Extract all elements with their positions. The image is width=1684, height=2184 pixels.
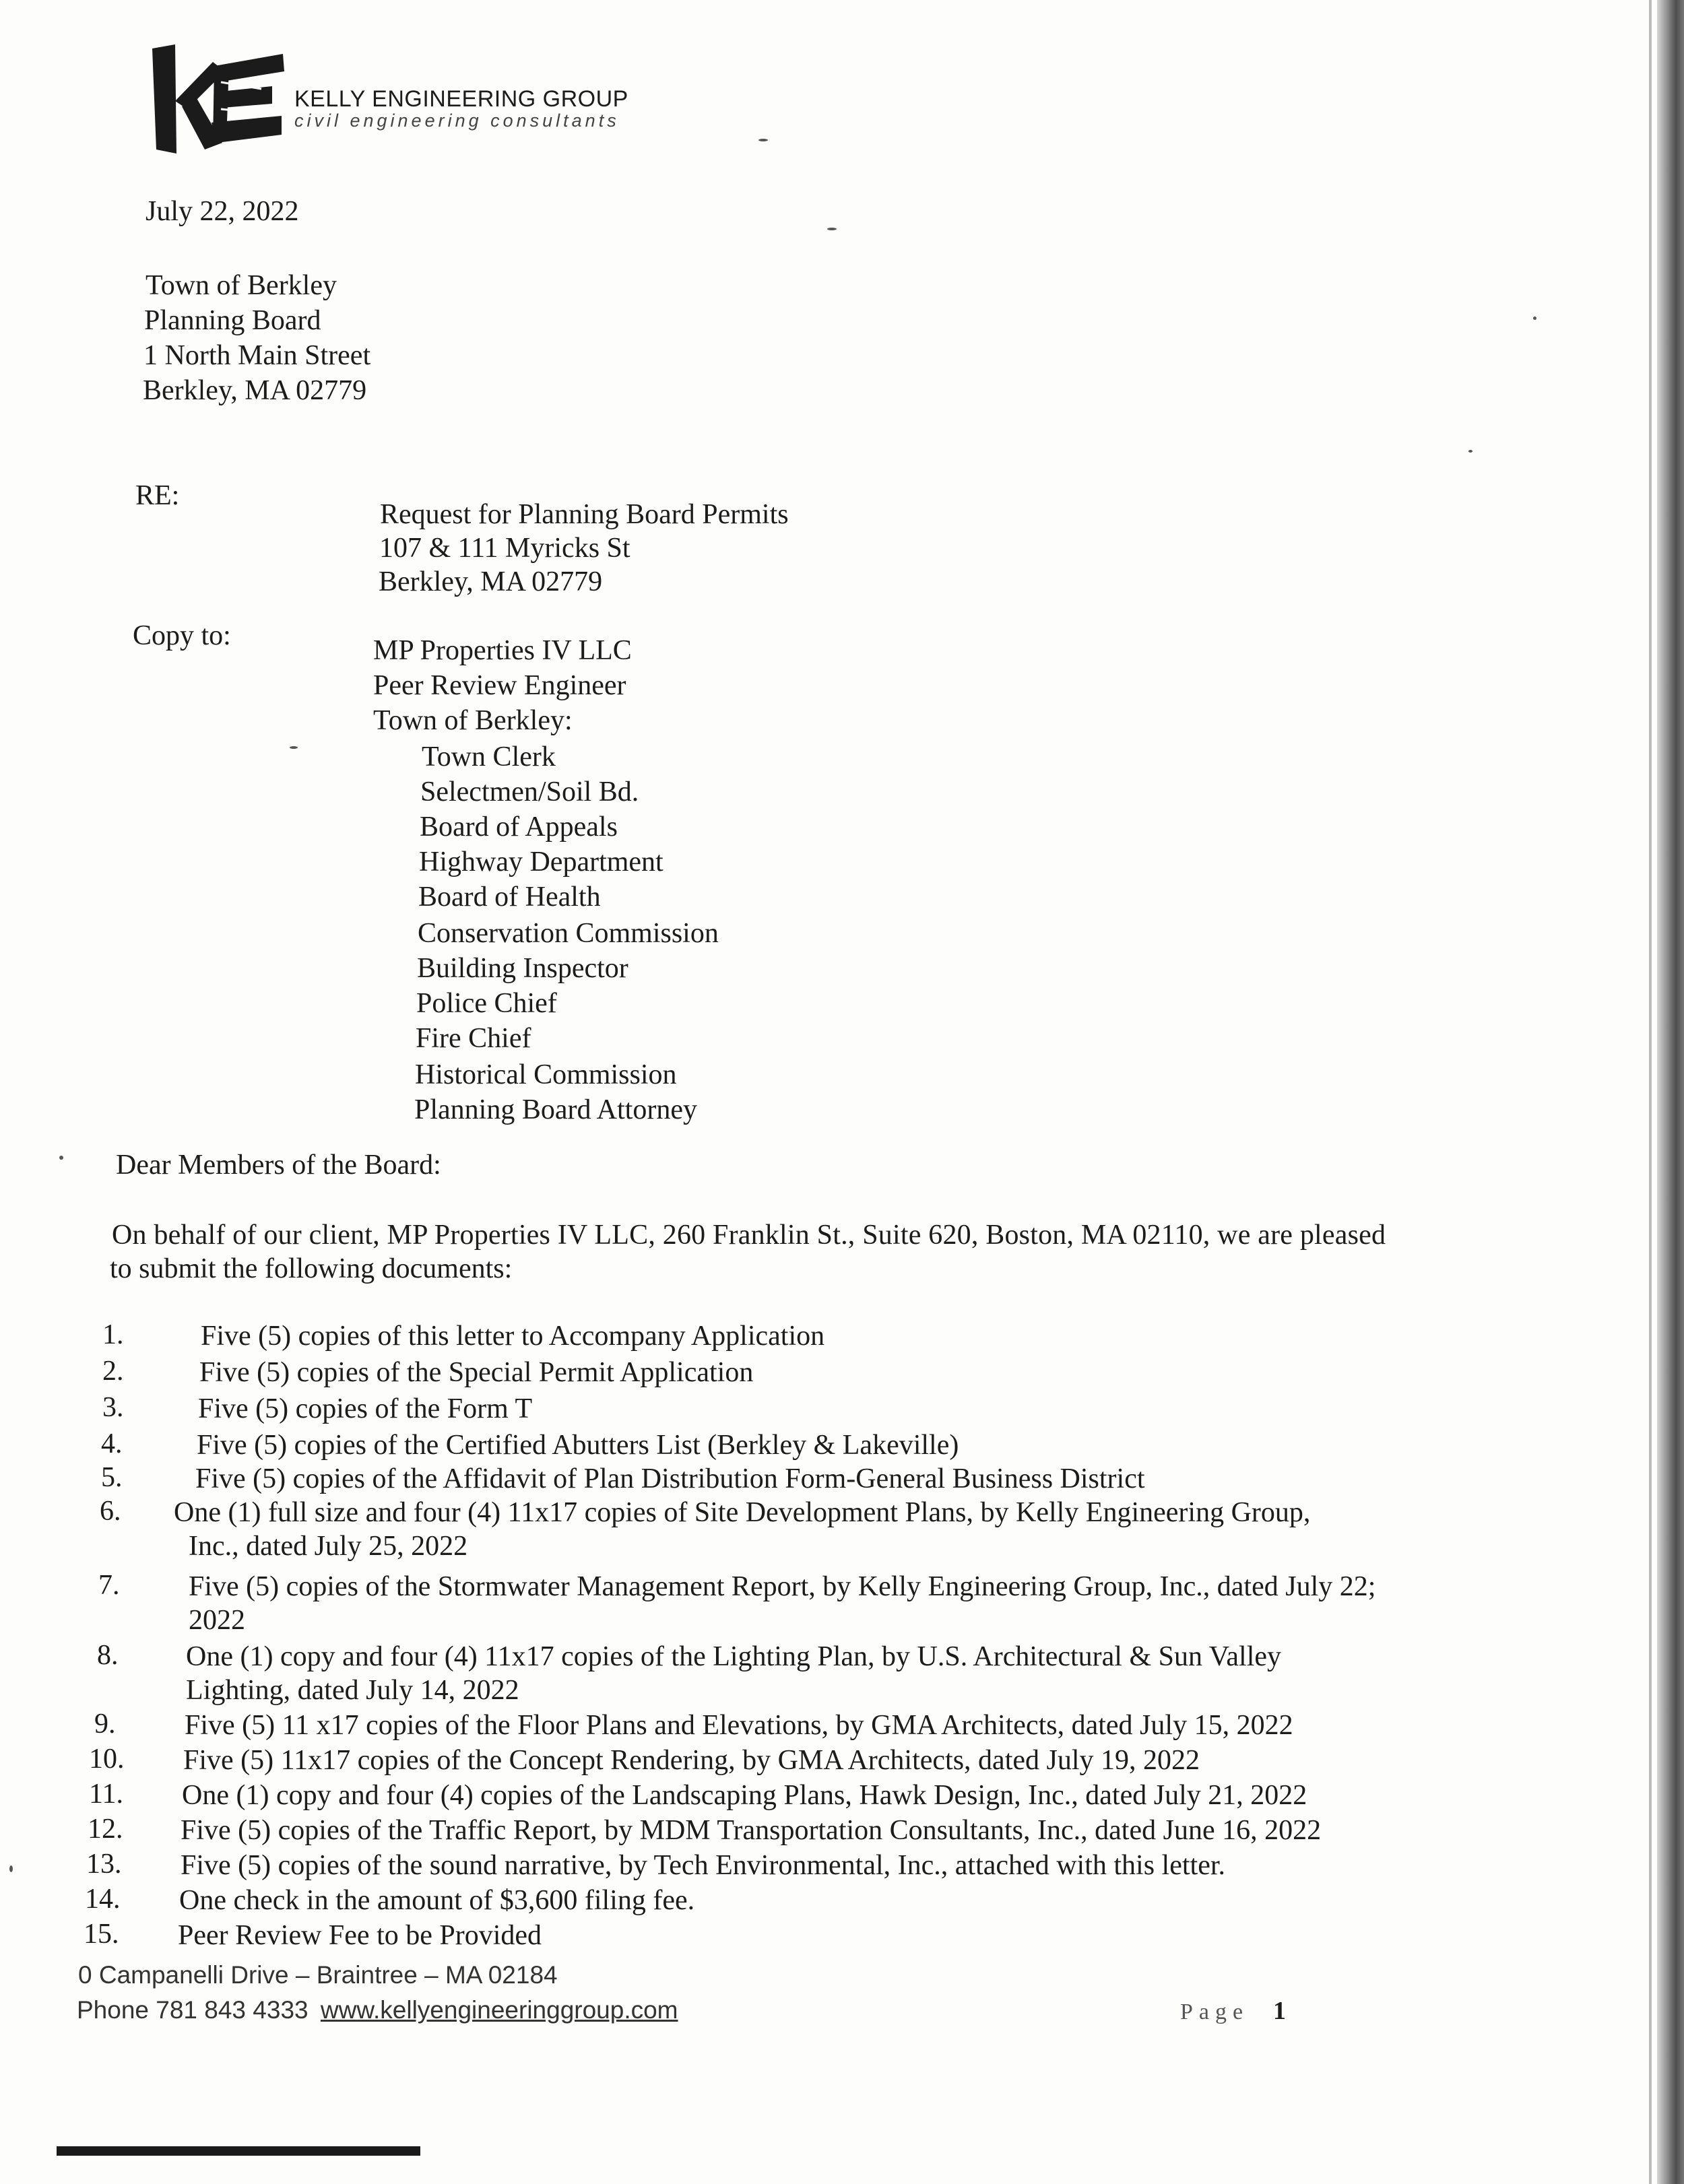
- list-item-text: One check in the amount of $3,600 filing fee.: [179, 1885, 695, 1916]
- recipient-line: Town of Berkley: [145, 270, 337, 301]
- copy-to-town-item: Conservation Commission: [418, 918, 719, 949]
- list-item-number: 3.: [102, 1392, 124, 1423]
- salutation: Dear Members of the Board:: [116, 1150, 441, 1181]
- list-item: [102, 1390, 1517, 1428]
- copy-to-town-item: Historical Commission: [415, 1059, 677, 1090]
- scan-speck: [1533, 317, 1536, 320]
- list-item-number: 2.: [102, 1356, 124, 1387]
- list-item-text: 2022: [189, 1605, 245, 1636]
- list-item-number: 4.: [101, 1428, 123, 1459]
- list-item: [89, 1777, 1503, 1814]
- list-item-text: Five (5) copies of the Stormwater Management Report, by Kelly Engineering Group, Inc., dated July 22;: [189, 1571, 1376, 1602]
- list-item-text: Five (5) 11x17 copies of the Concept Rendering, by GMA Architects, dated July 19, 2022: [183, 1745, 1200, 1776]
- list-item-text: One (1) full size and four (4) 11x17 copies of Site Development Plans, by Kelly Engineering Group,: [174, 1497, 1311, 1528]
- list-item-number: 5.: [101, 1462, 123, 1493]
- list-item: [86, 1847, 1501, 1884]
- footer-address: 0 Campanelli Drive – Braintree – MA 02184: [78, 1961, 558, 1989]
- re-line: 107 & 111 Myricks St: [379, 533, 630, 564]
- copy-to-town-item: Planning Board Attorney: [414, 1094, 697, 1125]
- list-item-number: 7.: [98, 1570, 120, 1601]
- list-item: [102, 1317, 1517, 1355]
- copy-to-label: Copy to:: [133, 620, 231, 651]
- re-label: RE:: [135, 480, 180, 511]
- list-item-number: 9.: [94, 1709, 116, 1740]
- list-item-text: Five (5) copies of the Traffic Report, by MDM Transportation Consultants, Inc., dated June 16, 2022: [181, 1815, 1322, 1846]
- list-item: [101, 1460, 1516, 1498]
- list-item-number: 13.: [86, 1849, 122, 1880]
- scan-speck: [290, 746, 298, 749]
- re-line: Request for Planning Board Permits: [380, 499, 789, 530]
- footer-phone: Phone 781 843 4333: [77, 1996, 309, 2024]
- footer-website-link[interactable]: www.kellyengineeringgroup.com: [320, 1996, 678, 2024]
- scan-edge-line: [1649, 0, 1652, 2184]
- list-item-number: 6.: [100, 1496, 121, 1527]
- list-item-text: Five (5) copies of the sound narrative, by Tech Environmental, Inc., attached with this letter.: [181, 1850, 1226, 1881]
- list-item-text: Five (5) copies of the Affidavit of Plan Distribution Form-General Business District: [195, 1463, 1145, 1494]
- copy-to-line: Peer Review Engineer: [373, 670, 626, 701]
- scan-edge-shadow: [1657, 0, 1684, 2184]
- page-number: 1: [1273, 1997, 1286, 2025]
- copy-to-town-item: Fire Chief: [416, 1023, 531, 1054]
- list-item: [98, 1568, 1513, 1642]
- list-item: [94, 1707, 1509, 1744]
- list-item-text: Peer Review Fee to be Provided: [178, 1920, 542, 1951]
- list-item: [89, 1742, 1503, 1779]
- list-item: [88, 1812, 1502, 1849]
- list-item: [100, 1494, 1514, 1568]
- recipient-line: Berkley, MA 02779: [143, 375, 367, 406]
- scan-speck: [758, 139, 768, 141]
- logo-e-icon: [212, 54, 284, 143]
- copy-to-town-item: Town Clerk: [422, 741, 556, 772]
- list-item-text: Five (5) copies of the Certified Abutters List (Berkley & Lakeville): [197, 1430, 959, 1461]
- list-item-text: Five (5) copies of the Form T: [198, 1393, 533, 1424]
- company-tagline: civil engineering consultants: [294, 110, 620, 131]
- company-logo: [147, 42, 288, 156]
- list-item-text: One (1) copy and four (4) copies of the Landscaping Plans, Hawk Design, Inc., dated July 21, 2022: [182, 1780, 1307, 1811]
- re-line: Berkley, MA 02779: [379, 566, 603, 597]
- list-item: [97, 1638, 1512, 1712]
- list-item-number: 14.: [85, 1884, 121, 1915]
- copy-to-line: Town of Berkley:: [373, 705, 573, 736]
- scan-speck: [827, 228, 837, 230]
- copy-to-town-item: Highway Department: [419, 847, 663, 878]
- list-item-text: Lighting, dated July 14, 2022: [186, 1675, 519, 1706]
- scan-bottom-bar: [57, 2146, 420, 2156]
- footer-contact: [77, 1996, 678, 2024]
- copy-to-town-item: Police Chief: [416, 988, 557, 1019]
- copy-to-town-item: Board of Appeals: [420, 812, 618, 842]
- list-item: [101, 1426, 1516, 1464]
- scan-speck: [1468, 450, 1472, 453]
- company-name: KELLY ENGINEERING GROUP: [294, 86, 628, 112]
- list-item-number: 12.: [88, 1814, 123, 1845]
- recipient-line: 1 North Main Street: [143, 340, 371, 371]
- list-item: [102, 1354, 1517, 1391]
- copy-to-town-item: Building Inspector: [417, 953, 628, 984]
- list-item-number: 15.: [84, 1919, 119, 1950]
- intro-line-1: On behalf of our client, MP Properties IV LLC, 260 Franklin St., Suite 620, Boston, MA 02110, we are pleased: [112, 1220, 1386, 1251]
- letter-date: July 22, 2022: [145, 196, 299, 227]
- list-item-number: 11.: [89, 1779, 123, 1810]
- copy-to-town-item: Board of Health: [418, 882, 601, 913]
- list-item-number: 1.: [102, 1319, 124, 1350]
- list-item-text: Five (5) copies of the Special Permit Application: [199, 1357, 754, 1388]
- scan-speck: [9, 1865, 13, 1872]
- list-item: [84, 1917, 1498, 1954]
- list-item-text: Inc., dated July 25, 2022: [189, 1531, 468, 1562]
- list-item-text: Five (5) 11 x17 copies of the Floor Plans and Elevations, by GMA Architects, dated July 15, 2022: [185, 1710, 1293, 1741]
- copy-to-town-item: Selectmen/Soil Bd.: [420, 776, 639, 807]
- list-item-number: 10.: [89, 1744, 125, 1775]
- list-item-text: Five (5) copies of this letter to Accompany Application: [201, 1321, 825, 1352]
- list-item: [85, 1882, 1499, 1919]
- scan-speck: [59, 1156, 63, 1160]
- intro-line-2: to submit the following documents:: [110, 1253, 513, 1284]
- recipient-line: Planning Board: [144, 305, 321, 336]
- page-label: Page: [1180, 1999, 1250, 2024]
- list-item-text: One (1) copy and four (4) 11x17 copies of the Lighting Plan, by U.S. Architectural & Sun Valley: [186, 1641, 1282, 1672]
- list-item-number: 8.: [97, 1640, 119, 1671]
- copy-to-line: MP Properties IV LLC: [373, 635, 632, 666]
